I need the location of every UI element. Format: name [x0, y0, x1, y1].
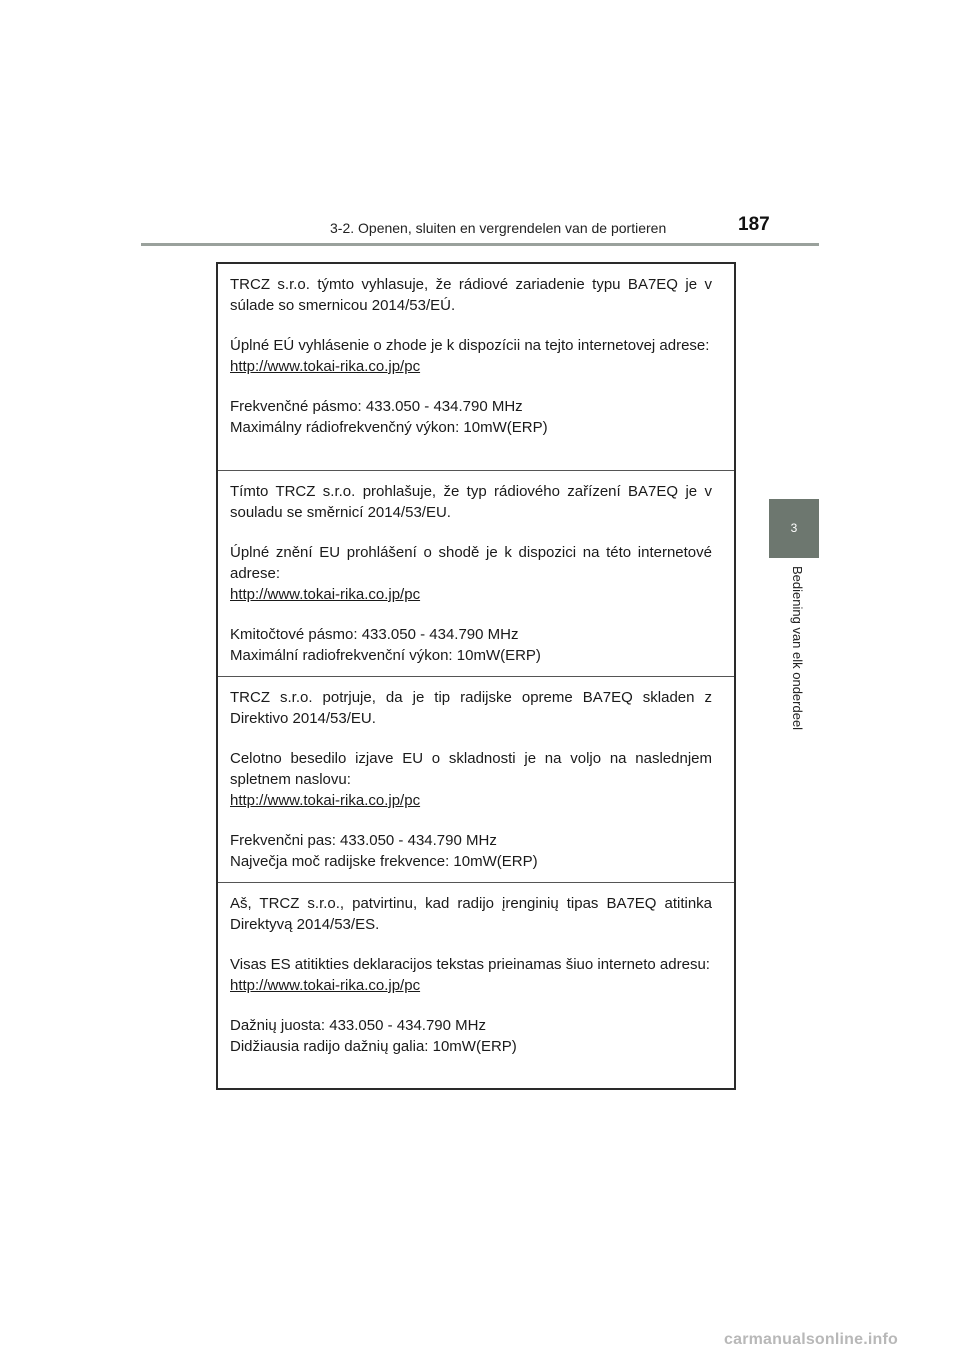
declaration-czech: [218, 470, 734, 676]
declaration-url-link[interactable]: http://www.tokai-rika.co.jp/pc: [230, 792, 421, 809]
declaration-slovak: [218, 264, 734, 470]
section-title: 3-2. Openen, sluiten en vergrendelen van de portieren: [330, 220, 667, 236]
header-rule: [141, 243, 819, 246]
declaration-power: Največja moč radijske frekvence: 10mW(ERP): [230, 853, 538, 870]
declaration-frequency: Dažnių juosta: 433.050 - 434.790 MHz: [230, 1017, 486, 1034]
declaration-frequency: Frekvenčni pas: 433.050 - 434.790 MHz: [230, 832, 497, 849]
declaration-statement: Aš, TRCZ s.r.o., patvirtinu, kad radijo įrenginių tipas BA7EQ atitinka Direktyvą 2014/53/ES.: [230, 895, 712, 933]
declaration-statement: Tímto TRCZ s.r.o. prohlašuje, že typ rádiového zařízení BA7EQ je v souladu se směrnicí 2014/53/EU.: [230, 483, 712, 521]
watermark: carmanualsonline.info: [724, 1331, 899, 1348]
page-number: 187: [738, 214, 770, 235]
declaration-statement: TRCZ s.r.o. týmto vyhlasuje, že rádiové zariadenie typu BA7EQ je v súlade so smernicou 2014/53/EÚ.: [230, 276, 712, 314]
chapter-tab: 3: [769, 499, 819, 558]
declaration-notice: Celotno besedilo izjave EU o skladnosti je na voljo na naslednjem spletnem naslovu:: [230, 750, 712, 788]
declaration-frequency: Kmitočtové pásmo: 433.050 - 434.790 MHz: [230, 626, 519, 643]
declaration-url-link[interactable]: http://www.tokai-rika.co.jp/pc: [230, 586, 421, 603]
declaration-slovenian: [218, 676, 734, 882]
declaration-statement: TRCZ s.r.o. potrjuje, da je tip radijske opreme BA7EQ skladen z Direktivo 2014/53/EU.: [230, 689, 712, 727]
declaration-notice: Úplné EÚ vyhlásenie o zhode je k dispozícii na tejto internetovej adrese:: [230, 337, 710, 354]
declaration-url-link[interactable]: http://www.tokai-rika.co.jp/pc: [230, 358, 421, 375]
chapter-label: Bediening van elk onderdeel: [790, 566, 805, 731]
declaration-url-link[interactable]: http://www.tokai-rika.co.jp/pc: [230, 977, 421, 994]
declaration-power: Didžiausia radijo dažnių galia: 10mW(ERP): [230, 1038, 517, 1055]
declaration-power: Maximálny rádiofrekvenčný výkon: 10mW(ERP): [230, 419, 548, 436]
declaration-frequency: Frekvenčné pásmo: 433.050 - 434.790 MHz: [230, 398, 523, 415]
declaration-notice: Úplné znění EU prohlášení o shodě je k dispozici na této internetové adrese:: [230, 544, 712, 582]
declaration-notice: Visas ES atitikties deklaracijos tekstas prieinamas šiuo interneto adresu:: [230, 956, 710, 973]
declaration-power: Maximální radiofrekvenční výkon: 10mW(ERP): [230, 647, 541, 664]
declarations-box: [216, 262, 736, 1090]
declaration-lithuanian: [218, 882, 734, 1088]
